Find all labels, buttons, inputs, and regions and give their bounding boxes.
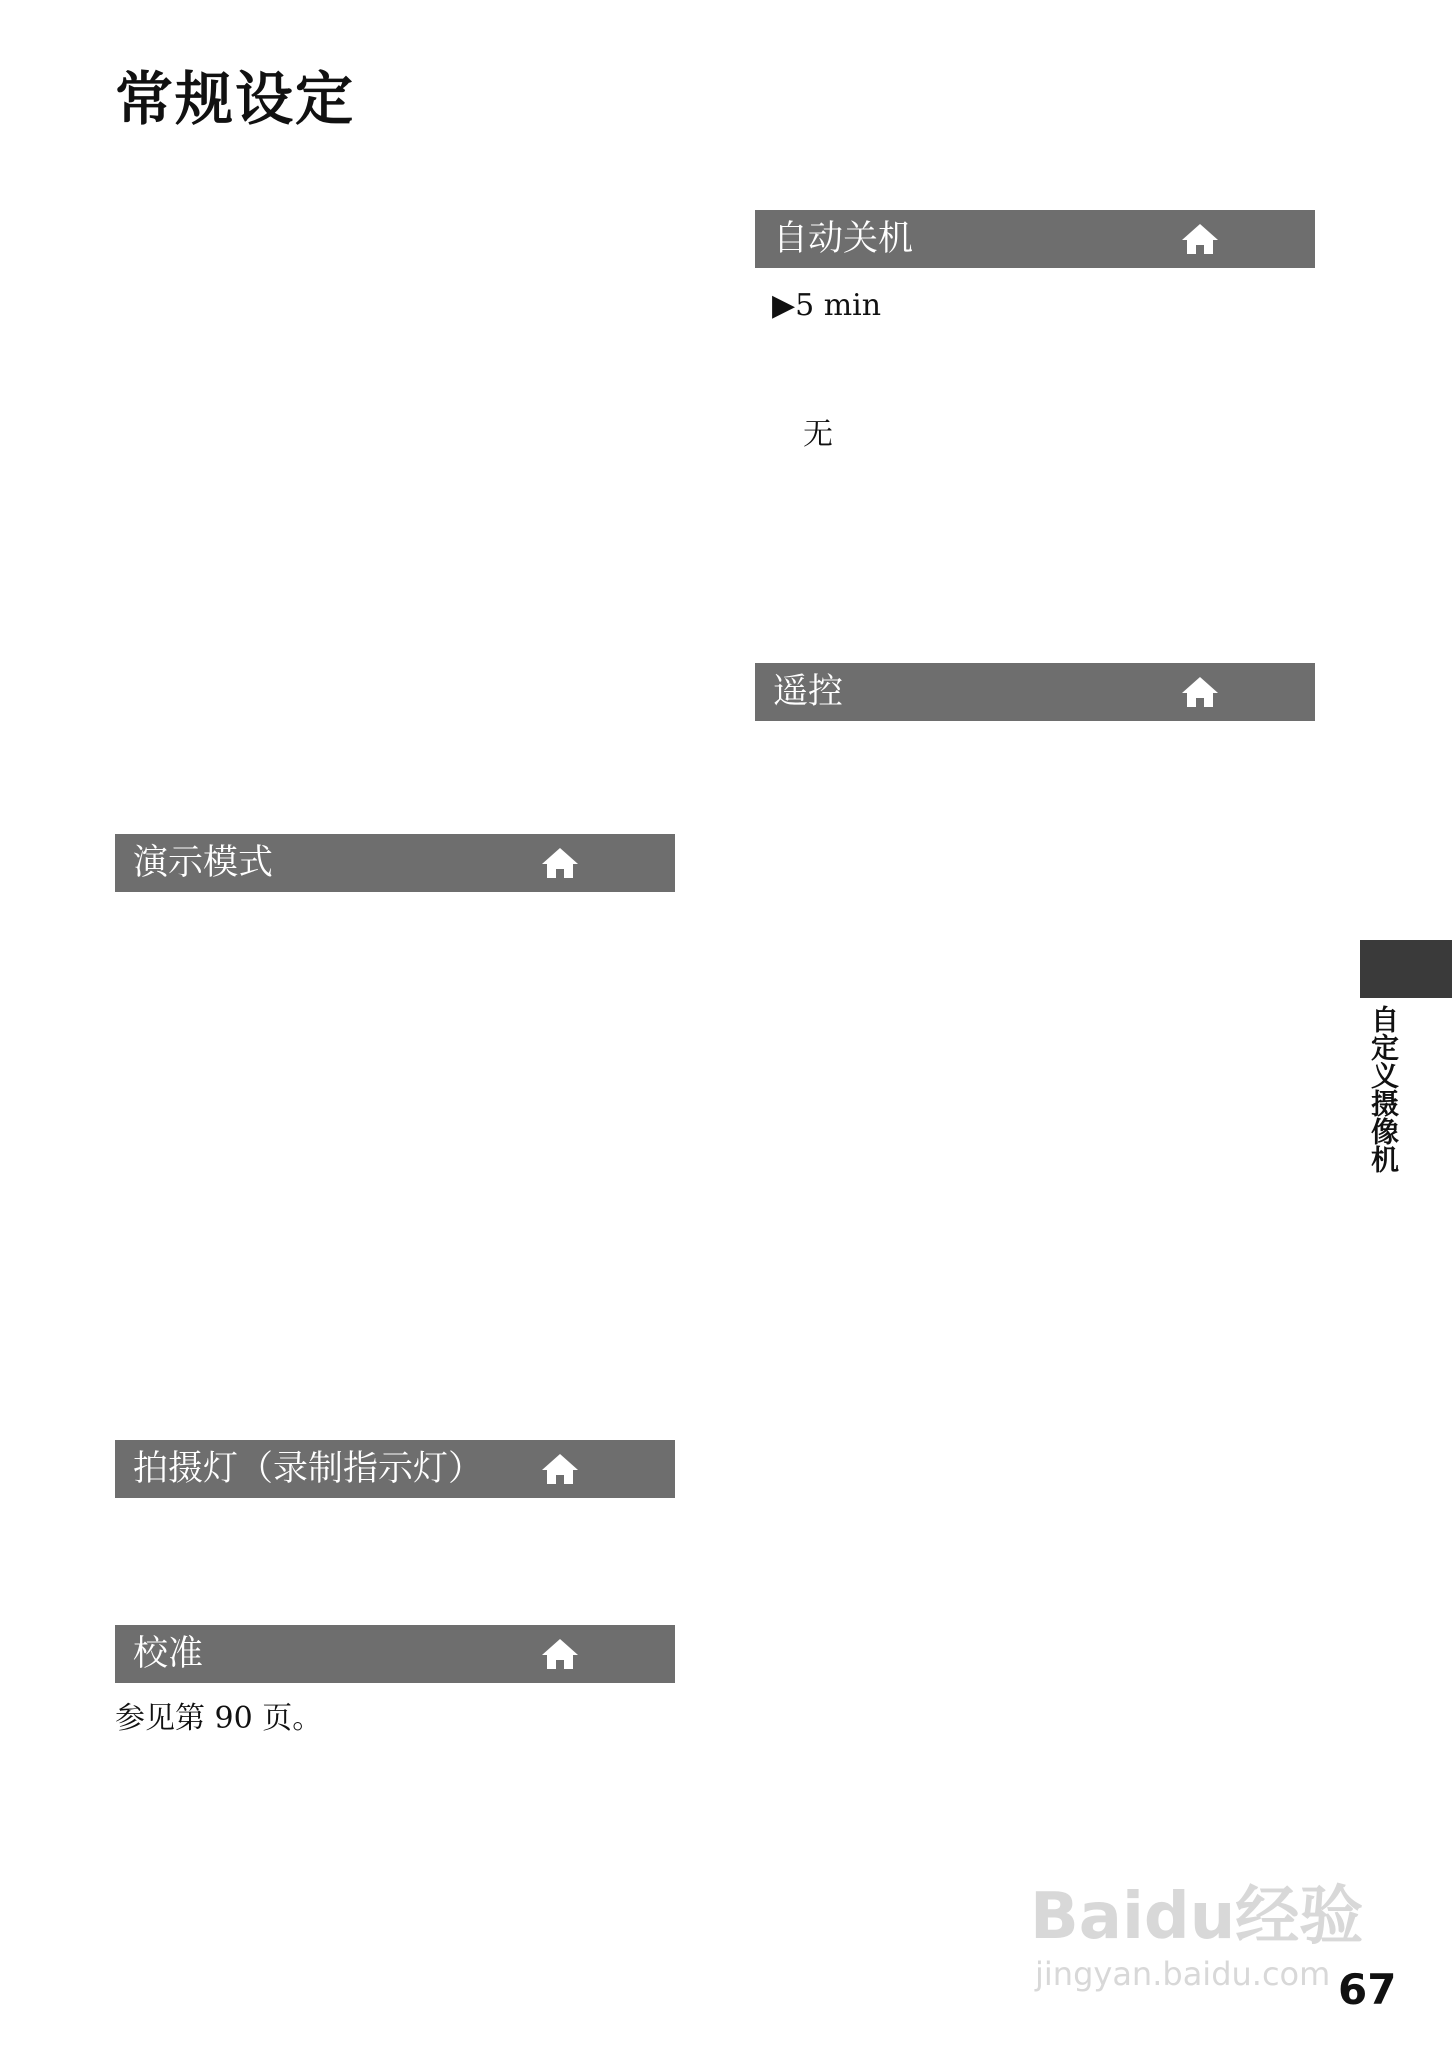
section-bar-light (115, 1440, 675, 1498)
section-bar-calibration (115, 1625, 675, 1683)
side-tab-marker (1360, 940, 1452, 998)
home-icon (1180, 675, 1220, 709)
watermark-url: jingyan.baidu.com (1035, 1955, 1331, 1993)
home-icon (1180, 222, 1220, 256)
section-bar-demo (115, 834, 675, 892)
calibration-text: 参见第 90 页。 (115, 1701, 323, 1736)
section-heading-demo: 演示模式 (133, 843, 274, 883)
home-icon (540, 846, 580, 880)
section-heading-auto-off: 自动关机 (773, 219, 914, 259)
home-icon (540, 1637, 580, 1671)
section-bar-auto-off (755, 210, 1315, 268)
page-number: 67 (1338, 1965, 1397, 2014)
side-tab-label: 自定义摄像机 (1367, 1005, 1400, 1173)
section-bar-remote (755, 663, 1315, 721)
home-icon (540, 1452, 580, 1486)
section-heading-calibration: 校准 (133, 1634, 204, 1674)
section-heading-light: 拍摄灯（录制指示灯） (133, 1449, 484, 1489)
section-heading-remote: 遥控 (773, 672, 844, 712)
auto-off-option-5min: ▶5 min (772, 288, 882, 323)
page-title: 常规设定 (115, 65, 356, 133)
auto-off-option-none: 无 (803, 417, 833, 452)
watermark-logo: Baidu经验 (1030, 1880, 1364, 1954)
